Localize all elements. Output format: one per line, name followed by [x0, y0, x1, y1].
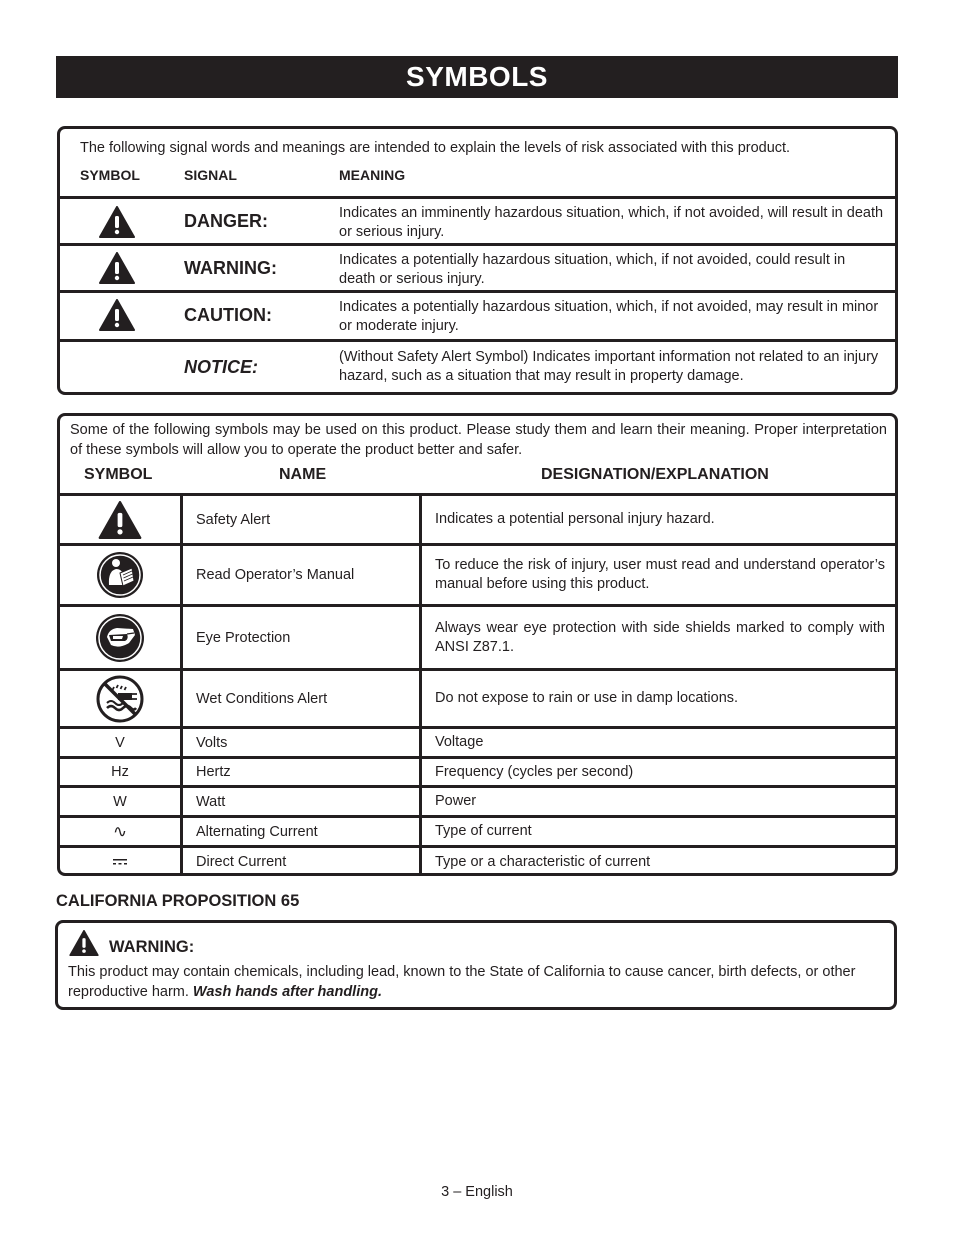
table-row	[60, 604, 895, 668]
direct-current-icon	[112, 858, 128, 866]
prop65-text: This product may contain chemicals, including lead, known to the State of California to cause cancer, birth defects, or other reproductive harm.	[68, 964, 856, 1000]
symbol-designation: Frequency (cycles per second)	[435, 763, 634, 780]
symbol-label: V	[115, 734, 125, 751]
header-name: NAME	[279, 466, 327, 483]
header-symbol: SYMBOL	[80, 167, 140, 183]
meaning-notice: (Without Safety Alert Symbol) Indicates important information not related to an injury hazard, such as a situation that may result in property damage.	[339, 349, 879, 384]
signal-row-danger	[60, 196, 895, 243]
header-designation: DESIGNATION/EXPLANATION	[541, 466, 769, 483]
symbol-name: Eye Protection	[196, 629, 291, 646]
safety-alert-icon	[98, 501, 142, 539]
symbol-name: Volts	[196, 734, 228, 751]
symbol-name: Watt	[196, 793, 226, 810]
alternating-current-icon: ∿	[112, 821, 128, 842]
symbol-designation: Do not expose to rain or use in damp locations.	[435, 690, 739, 706]
table-row	[60, 815, 895, 845]
symbol-name: Wet Conditions Alert	[196, 690, 328, 707]
eye-protection-icon	[95, 613, 145, 663]
symbol-designation: Power	[435, 793, 477, 809]
prop65-emphasis: Wash hands after handling.	[192, 983, 382, 1000]
page-footer: 3 – English	[441, 1184, 513, 1200]
signal-row-notice	[60, 339, 895, 395]
table-row	[60, 785, 895, 815]
safety-alert-icon	[99, 252, 135, 284]
safety-alert-icon	[99, 206, 135, 238]
prop65-warning-text	[68, 963, 894, 1002]
read-manual-icon	[96, 551, 144, 599]
symbol-designation: To reduce the risk of injury, user must read and understand operator’s manual before using this product.	[435, 557, 885, 592]
signal-row-caution	[60, 290, 895, 339]
prop65-warning-label: WARNING:	[109, 938, 195, 956]
symbol-name: Alternating Current	[196, 823, 318, 840]
table-row	[60, 726, 895, 756]
symbol-name: Direct Current	[196, 854, 287, 870]
table-row	[60, 493, 895, 543]
signal-words-box	[57, 126, 898, 395]
symbols-intro: Some of the following symbols may be used on this product. Please study them and learn their meaning. Proper interpretation of these symbols will allow you to operate the product better and safer.	[70, 422, 887, 458]
signal-warning: WARNING:	[184, 258, 277, 278]
meaning-caution: Indicates a potentially hazardous situation, which, if not avoided, may result in minor or moderate injury.	[339, 299, 879, 334]
wet-conditions-icon	[96, 675, 144, 723]
symbol-designation: Type or a characteristic of current	[435, 853, 651, 870]
table-row	[60, 668, 895, 726]
symbol-name: Safety Alert	[196, 511, 271, 528]
symbol-label: W	[113, 793, 127, 810]
header-meaning: MEANING	[339, 167, 406, 183]
symbol-designation: Type of current	[435, 823, 532, 839]
symbol-label: Hz	[111, 764, 129, 780]
meaning-danger: Indicates an imminently hazardous situation, which, if not avoided, will result in death or serious injury.	[339, 205, 884, 240]
table-row	[60, 845, 895, 876]
prop65-warning-box	[55, 920, 897, 1010]
prop65-heading: CALIFORNIA PROPOSITION 65	[56, 892, 300, 910]
symbols-table-box	[57, 413, 898, 876]
symbol-name: Hertz	[196, 764, 231, 780]
header-signal: SIGNAL	[184, 167, 237, 183]
safety-alert-icon	[99, 299, 135, 331]
page-title: SYMBOLS	[56, 56, 898, 98]
signal-caution: CAUTION:	[184, 305, 272, 325]
symbol-name: Read Operator’s Manual	[196, 567, 355, 583]
symbol-designation: Indicates a potential personal injury hazard.	[435, 511, 715, 527]
symbol-designation: Always wear eye protection with side shields marked to comply with ANSI Z87.1.	[435, 619, 885, 655]
signal-danger: DANGER:	[184, 211, 268, 231]
symbol-designation: Voltage	[435, 734, 484, 750]
table-row	[60, 543, 895, 604]
safety-alert-icon	[69, 930, 99, 956]
signal-row-warning	[60, 243, 895, 290]
header-symbol: SYMBOL	[84, 466, 153, 483]
signal-words-intro: The following signal words and meanings are intended to explain the levels of risk associated with this product.	[80, 140, 791, 156]
signal-notice: NOTICE:	[184, 357, 258, 377]
meaning-warning: Indicates a potentially hazardous situation, which, if not avoided, could result in death or serious injury.	[339, 252, 846, 287]
table-row	[60, 756, 895, 785]
